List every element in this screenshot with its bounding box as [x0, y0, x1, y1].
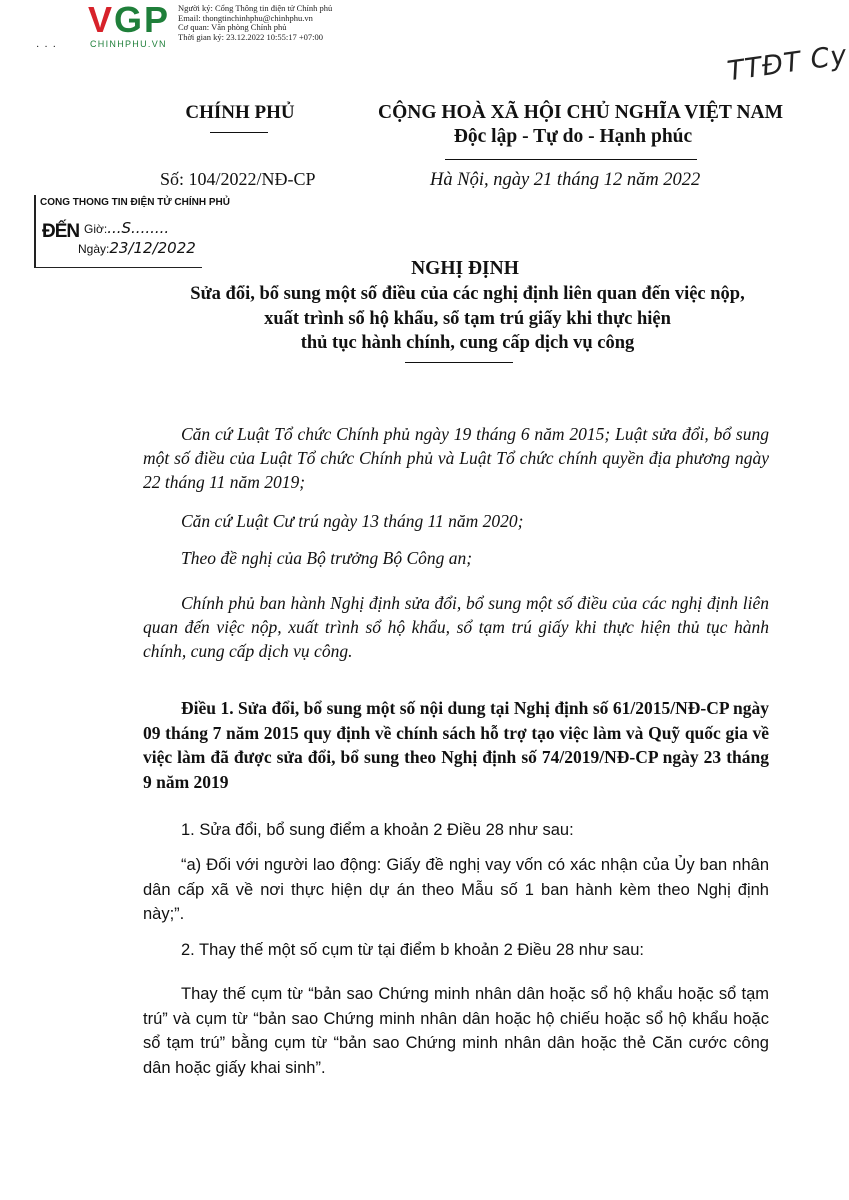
- signature-agency: Cơ quan: Văn phòng Chính phủ: [178, 22, 287, 32]
- stamp-time-value: ...S........: [107, 219, 170, 237]
- digital-signature-info: [178, 4, 332, 42]
- preamble-legal-basis-1: Căn cứ Luật Tổ chức Chính phủ ngày 19 tháng 6 năm 2015; Luật sửa đổi, bổ sung một số điều của Luật Tổ chức Chính phủ và Luật Tổ chức chính quyền địa phương ngày 22 tháng 11 năm 2019;: [143, 424, 769, 492]
- signature-email: Email: thongtinchinhphu@chinhphu.vn: [178, 12, 313, 23]
- preamble-proposal: Theo đề nghị của Bộ trưởng Bộ Công an;: [181, 548, 473, 568]
- article-1-heading: Điều 1. Sửa đổi, bổ sung một số nội dung tại Nghị định số 61/2015/NĐ-CP ngày 09 tháng 7 năm 2015 quy định về chính sách hỗ trợ tạo việc làm và Quỹ quốc gia về việc làm đã được sửa đổi, bổ sung theo Nghị định số 74/2019/NĐ-CP ngày 23 tháng 9 năm 2019: [143, 698, 769, 792]
- stamp-date-label: Ngày:: [78, 242, 110, 256]
- stamp-title: CONG THONG TIN ĐIỆN TỬ CHÍNH PHỦ: [40, 197, 230, 208]
- vgp-logo: VGP: [88, 0, 171, 40]
- preamble-enactment: Chính phủ ban hành Nghị định sửa đổi, bổ sung một số điều của các nghị định liên quan đến việc nộp, xuất trình sổ hộ khẩu, sổ tạm trú giấy khi thực hiện thủ tục hành chính, cung cấp dịch vụ công.: [143, 593, 769, 661]
- stamp-time: [84, 219, 169, 237]
- national-motto: Độc lập - Tự do - Hạnh phúc: [453, 126, 693, 147]
- agency-underline: [210, 132, 268, 133]
- stamp-time-label: Giờ:: [84, 222, 108, 236]
- article-1-item-1-text: “a) Đối với người lao động: Giấy đề nghị vay vốn có xác nhận của Ủy ban nhân dân cấp xã về nơi thực hiện dự án theo Mẫu số 1 ban hành kèm theo Nghị định này;”.: [143, 856, 769, 923]
- scan-marks-icon: · · ·: [36, 42, 56, 53]
- document-type: NGHỊ ĐỊNH: [411, 258, 519, 279]
- title-underline: [405, 362, 513, 363]
- stamp-received-label: ĐẾN: [42, 221, 80, 242]
- title-line-2: xuất trình sổ hộ khẩu, sổ tạm trú giấy khi thực hiện: [264, 309, 671, 329]
- article-1-item-2: 2. Thay thế một số cụm từ tại điểm b khoản 2 Điều 28 như sau:: [181, 941, 644, 959]
- stamp-date: [78, 239, 196, 257]
- country-name: CỘNG HOÀ XÃ HỘI CHỦ NGHĨA VIỆT NAM: [378, 102, 784, 123]
- place-date: Hà Nội, ngày 21 tháng 12 năm 2022: [430, 170, 701, 190]
- handwritten-note: TTĐT Cy: [725, 39, 849, 88]
- issuing-agency: CHÍNH PHỦ: [185, 102, 295, 123]
- article-1-item-1: 1. Sửa đổi, bổ sung điểm a khoản 2 Điều 28 như sau:: [181, 821, 574, 839]
- signature-time: Thời gian ký: 23.12.2022 10:55:17 +07:00: [178, 31, 324, 42]
- preamble-legal-basis-2: Căn cứ Luật Cư trú ngày 13 tháng 11 năm 2020;: [181, 511, 524, 531]
- title-line-1: Sửa đổi, bổ sung một số điều của các nghị định liên quan đến việc nộp,: [190, 284, 745, 304]
- document-number: Số: 104/2022/NĐ-CP: [160, 169, 316, 189]
- title-line-3: thủ tục hành chính, cung cấp dịch vụ công: [300, 333, 635, 353]
- vgp-logo-subtitle: CHINHPHU.VN: [90, 39, 167, 49]
- stamp-date-value: 23/12/2022: [109, 239, 196, 257]
- article-1-item-2-text: Thay thế cụm từ “bản sao Chứng minh nhân dân hoặc sổ hộ khẩu hoặc sổ tạm trú” và cụm từ “bản sao Chứng minh nhân dân hoặc hộ chiếu hoặc sổ hộ khẩu hoặc sổ tạm trú” bằng cụm từ “bản sao Chứng minh nhân dân hoặc thẻ Căn cước công dân hoặc giấy khai sinh”.: [143, 985, 769, 1077]
- motto-underline: [445, 159, 697, 160]
- signature-signer: Người ký: Cổng Thông tin điện tử Chính phủ: [178, 3, 333, 13]
